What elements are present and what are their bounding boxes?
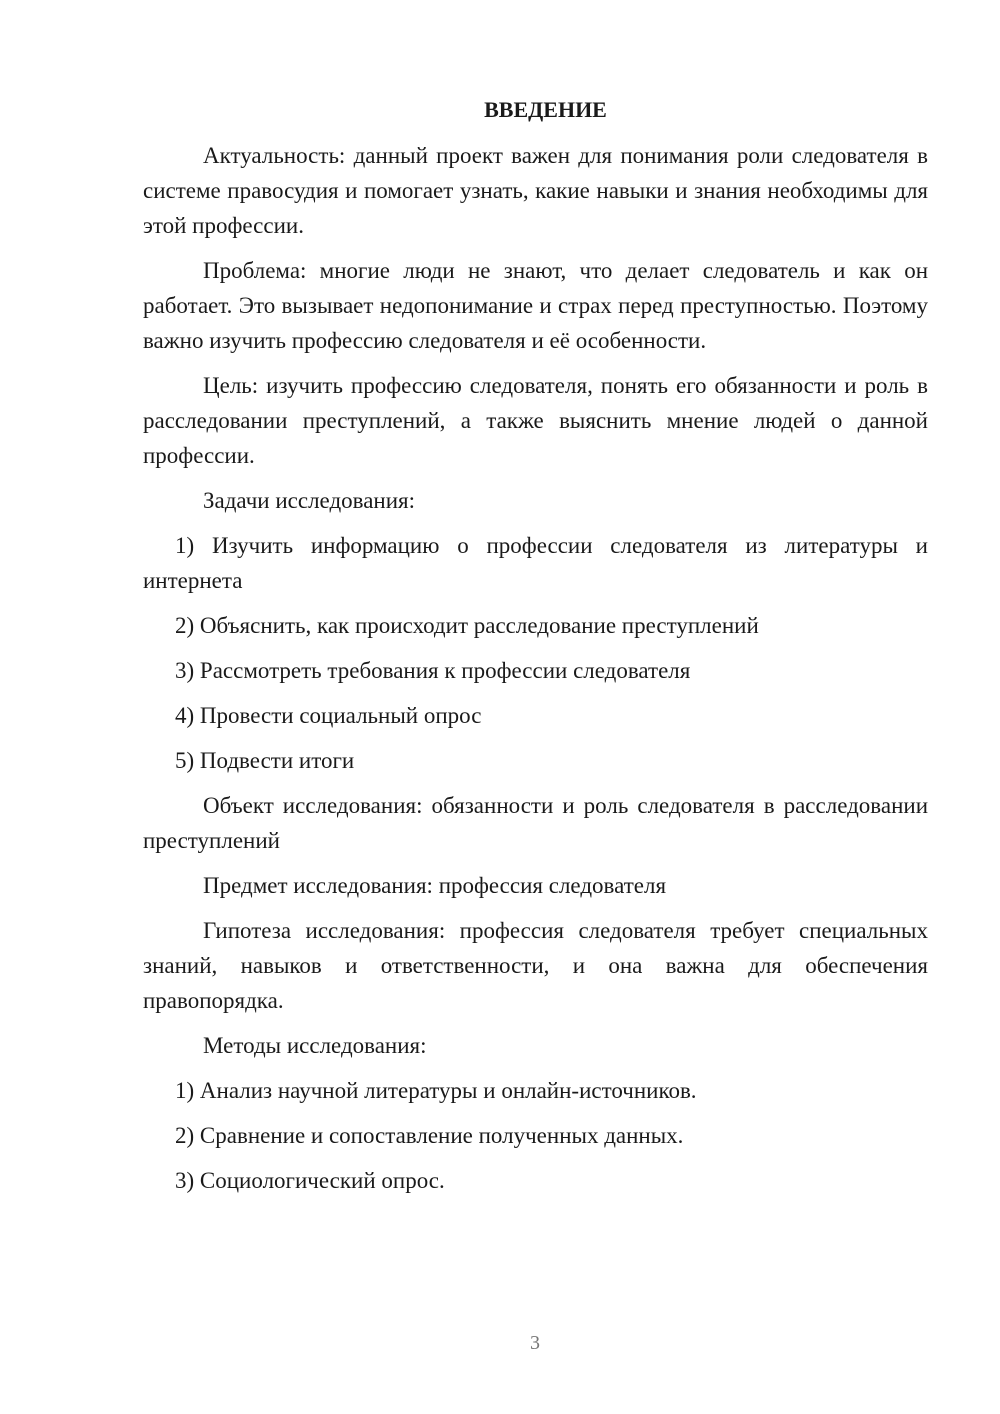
subject-paragraph: Предмет исследования: профессия следователя — [203, 873, 667, 898]
list-item: 1) Изучить информацию о профессии следователя из литературы и интернета — [143, 533, 928, 593]
page-number: 3 — [530, 1332, 540, 1354]
tasks-list — [143, 528, 928, 778]
goal-paragraph: Цель: изучить профессию следователя, понять его обязанности и роль в расследовании преступлений, а также выяснить мнение людей о данной профессии. — [143, 373, 928, 468]
object-paragraph: Объект исследования: обязанности и роль следователя в расследовании преступлений — [143, 793, 928, 853]
hypothesis-paragraph: Гипотеза исследования: профессия следователя требует специальных знаний, навыков и ответственности, и она важна для обеспечения правопорядка. — [143, 918, 928, 1013]
list-item: 3) Рассмотреть требования к профессии следователя — [175, 658, 691, 683]
tasks-heading: Задачи исследования: — [203, 488, 416, 513]
list-item: 3) Социологический опрос. — [175, 1168, 445, 1193]
section-title: ВВЕДЕНИЕ — [484, 97, 607, 122]
methods-heading: Методы исследования: — [203, 1033, 427, 1058]
list-item: 2) Сравнение и сопоставление полученных данных. — [175, 1123, 684, 1148]
list-item: 2) Объяснить, как происходит расследование преступлений — [175, 613, 759, 638]
list-item: 5) Подвести итоги — [175, 748, 355, 773]
methods-list — [143, 1073, 928, 1198]
page-content — [143, 92, 928, 1208]
list-item: 4) Провести социальный опрос — [175, 703, 482, 728]
list-item: 1) Анализ научной литературы и онлайн-источников. — [175, 1078, 697, 1103]
relevance-paragraph: Актуальность: данный проект важен для понимания роли следователя в системе правосудия и помогает узнать, какие навыки и знания необходимы для этой профессии. — [143, 143, 928, 238]
problem-paragraph: Проблема: многие люди не знают, что делает следователь и как он работает. Это вызывает недопонимание и страх перед преступностью. Поэтому важно изучить профессию следователя и её особенности. — [143, 258, 928, 353]
